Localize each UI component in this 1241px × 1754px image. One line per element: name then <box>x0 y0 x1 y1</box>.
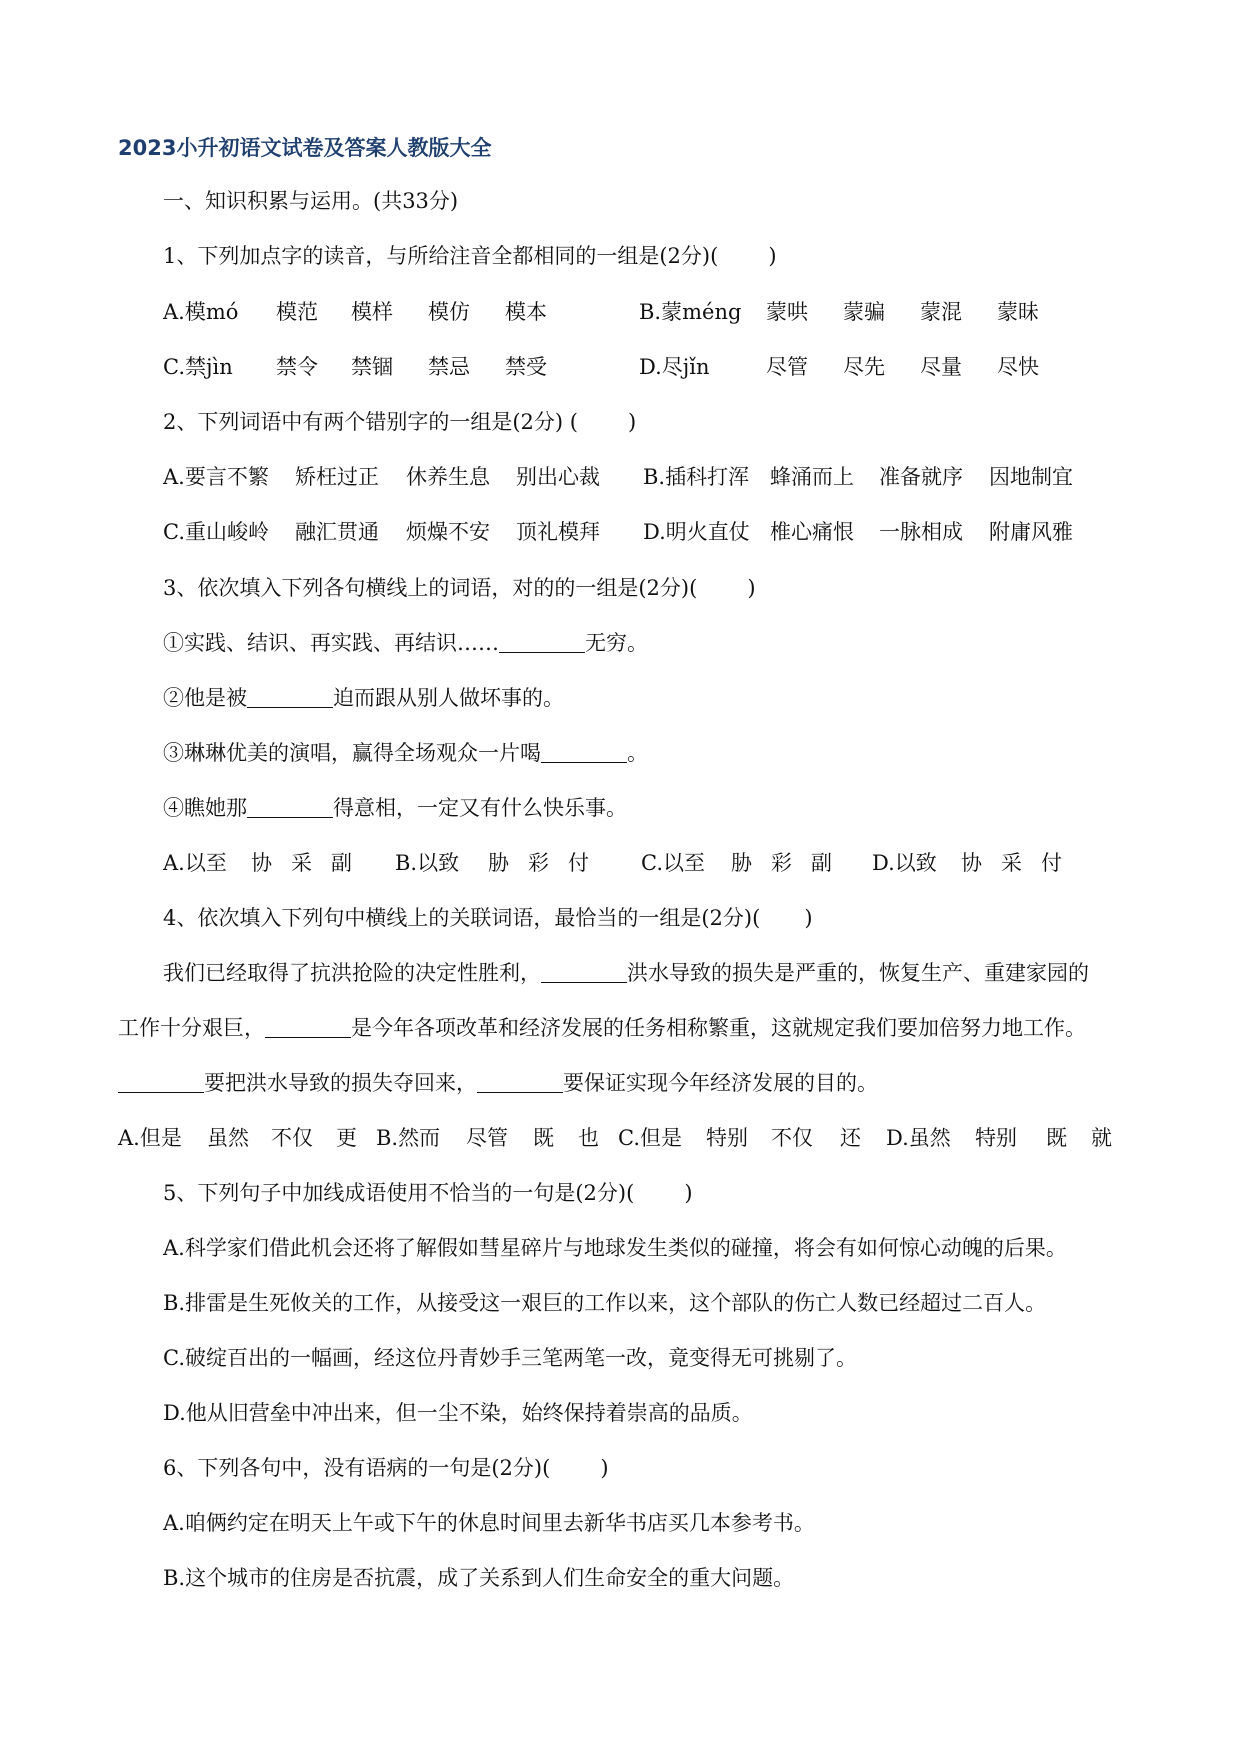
question-1-close: ) <box>768 244 777 268</box>
option: B.以致 <box>395 851 460 875</box>
sentence-text: ③琳琳优美的演唱，赢得全场观众一片喝 <box>163 741 541 765</box>
option: B.蒙méng <box>639 300 742 324</box>
question-5-option-a: A.科学家们借此机会还将了解假如彗星碎片与地球发生类似的碰撞，将会有如何惊心动魄的后果。 <box>163 1236 1067 1260</box>
passage-text: 我们已经取得了抗洪抢险的决定性胜利， <box>163 961 541 985</box>
option: D.明火直仗 <box>643 520 750 544</box>
option-word: 既 <box>1046 1126 1067 1150</box>
fill-blank <box>118 1070 204 1093</box>
option-word: 就 <box>1091 1126 1112 1150</box>
option-word: 更 <box>336 1126 357 1150</box>
option-word: 蒙昧 <box>997 300 1039 324</box>
option-word: 禁令 <box>276 355 318 379</box>
question-5-close: ) <box>684 1181 693 1205</box>
sentence-text: ②他是被 <box>163 686 247 710</box>
sentence-text: ④瞧她那 <box>163 796 247 820</box>
option: A.要言不繁 <box>163 465 269 489</box>
option-word: 椎心痛恨 <box>770 520 854 544</box>
option-word: 模样 <box>351 300 393 324</box>
option: C.以至 <box>641 851 705 875</box>
question-3-sentence-4 <box>163 793 627 823</box>
question-5-text: 5、下列句子中加线成语使用不恰当的一句是(2分)( <box>163 1181 635 1205</box>
fill-blank <box>477 1070 563 1093</box>
option: D.虽然 <box>886 1126 951 1150</box>
option-word: 蒙混 <box>920 300 962 324</box>
fill-blank <box>265 1015 351 1038</box>
question-2-stem <box>163 407 636 437</box>
option-word: 付 <box>1041 851 1062 875</box>
sentence-text: 迫而跟从别人做坏事的。 <box>333 686 564 710</box>
option-word: 胁 <box>731 851 752 875</box>
sentence-text: 得意相，一定又有什么快乐事。 <box>333 796 627 820</box>
passage-text: 要把洪水导致的损失夺回来， <box>204 1071 477 1095</box>
question-4-stem <box>163 903 813 933</box>
option-word: 矫枉过正 <box>295 465 379 489</box>
question-4-passage-line-1 <box>163 958 1089 988</box>
fill-blank <box>499 630 585 653</box>
fill-blank <box>541 740 627 763</box>
fill-blank <box>247 685 333 708</box>
question-1-text: 1、下列加点字的读音，与所给注音全都相同的一组是(2分)( <box>163 244 719 268</box>
option-word: 采 <box>291 851 312 875</box>
question-5-option-c: C.破绽百出的一幅画，经这位丹青妙手三笔两笔一改，竟变得无可挑剔了。 <box>163 1346 857 1370</box>
option-word: 尽管 <box>766 355 808 379</box>
question-6-option-b: B.这个城市的住房是否抗震，成了关系到人们生命安全的重大问题。 <box>163 1566 795 1590</box>
option-word: 尽快 <box>997 355 1039 379</box>
option: A.但是 <box>118 1126 182 1150</box>
option-word: 副 <box>331 851 352 875</box>
passage-text: 工作十分艰巨， <box>118 1016 265 1040</box>
option-word: 协 <box>251 851 272 875</box>
option-word: 蜂涌而上 <box>770 465 854 489</box>
option-word: 蒙骗 <box>843 300 885 324</box>
option-word: 融汇贯通 <box>295 520 379 544</box>
question-6-option-a: A.咱俩约定在明天上午或下午的休息时间里去新华书店买几本参考书。 <box>163 1511 815 1535</box>
question-2-text: 2、下列词语中有两个错别字的一组是(2分) ( <box>163 410 578 434</box>
option-word: 顶礼模拜 <box>516 520 600 544</box>
option-word: 准备就序 <box>879 465 963 489</box>
question-3-sentence-1 <box>163 628 648 658</box>
section-heading: 一、知识积累与运用。(共33分) <box>163 189 459 213</box>
option-word: 彩 <box>771 851 792 875</box>
question-5-stem <box>163 1178 693 1208</box>
option: B.插科打浑 <box>643 465 750 489</box>
question-3-sentence-2 <box>163 683 564 713</box>
option-word: 不仅 <box>771 1126 813 1150</box>
option-word: 胁 <box>488 851 509 875</box>
passage-text: 洪水导致的损失是严重的，恢复生产、重建家园的 <box>627 961 1089 985</box>
sentence-text: 。 <box>627 741 648 765</box>
fill-blank <box>541 960 627 983</box>
sentence-text: ①实践、结识、再实践、再结识…… <box>163 631 499 655</box>
option-word: 不仅 <box>271 1126 313 1150</box>
option-word: 还 <box>840 1126 861 1150</box>
question-4-passage-line-2 <box>118 1013 1086 1043</box>
question-3-close: ) <box>747 576 756 600</box>
question-3-stem <box>163 573 756 603</box>
option-word: 蒙哄 <box>766 300 808 324</box>
option: B.然而 <box>376 1126 441 1150</box>
document-title: 2023小升初语文试卷及答案人教版大全 <box>118 136 492 160</box>
option-word: 模范 <box>276 300 318 324</box>
option-word: 副 <box>811 851 832 875</box>
option: A.以至 <box>163 851 227 875</box>
question-3-text: 3、依次填入下列各句横线上的词语，对的的一组是(2分)( <box>163 576 698 600</box>
option-word: 特别 <box>975 1126 1017 1150</box>
question-5-option-b: B.排雷是生死攸关的工作，从接受这一艰巨的工作以来，这个部队的伤亡人数已经超过二百人。 <box>163 1291 1047 1315</box>
option-word: 协 <box>961 851 982 875</box>
option: C.禁jìn <box>163 355 233 379</box>
option-word: 禁受 <box>505 355 547 379</box>
option-word: 彩 <box>528 851 549 875</box>
option-word: 禁锢 <box>351 355 393 379</box>
option-word: 也 <box>578 1126 599 1150</box>
option-word: 禁忌 <box>428 355 470 379</box>
fill-blank <box>247 795 333 818</box>
option-word: 特别 <box>706 1126 748 1150</box>
option: D.以致 <box>872 851 937 875</box>
option-word: 尽量 <box>920 355 962 379</box>
option-word: 因地制宜 <box>989 465 1073 489</box>
option-word: 采 <box>1001 851 1022 875</box>
question-4-close: ) <box>804 906 813 930</box>
option: D.尽jǐn <box>639 355 710 379</box>
question-4-passage-line-3 <box>118 1068 878 1098</box>
option: C.重山峻岭 <box>163 520 269 544</box>
option: A.模mó <box>163 300 239 324</box>
question-1-stem <box>163 241 777 271</box>
option-word: 付 <box>568 851 589 875</box>
sentence-text: 无穷。 <box>585 631 648 655</box>
option-word: 模本 <box>505 300 547 324</box>
option-word: 既 <box>533 1126 554 1150</box>
question-2-close: ) <box>627 410 637 434</box>
option-word: 别出心裁 <box>516 465 600 489</box>
question-6-close: ) <box>600 1456 609 1480</box>
option-word: 一脉相成 <box>879 520 963 544</box>
option-word: 烦燥不安 <box>406 520 490 544</box>
question-4-text: 4、依次填入下列句中横线上的关联词语，最恰当的一组是(2分)( <box>163 906 761 930</box>
passage-text: 是今年各项改革和经济发展的任务相称繁重，这就规定我们要加倍努力地工作。 <box>351 1016 1086 1040</box>
option-word: 休养生息 <box>406 465 490 489</box>
option-word: 尽先 <box>843 355 885 379</box>
question-6-text: 6、下列各句中，没有语病的一句是(2分)( <box>163 1456 551 1480</box>
option: C.但是 <box>618 1126 682 1150</box>
passage-text: 要保证实现今年经济发展的目的。 <box>563 1071 878 1095</box>
option-word: 附庸风雅 <box>989 520 1073 544</box>
question-3-sentence-3 <box>163 738 648 768</box>
option-word: 虽然 <box>207 1126 249 1150</box>
option-word: 尽管 <box>466 1126 508 1150</box>
question-6-stem <box>163 1453 609 1483</box>
option-word: 模仿 <box>428 300 470 324</box>
question-5-option-d: D.他从旧营垒中冲出来，但一尘不染，始终保持着崇高的品质。 <box>163 1401 753 1425</box>
